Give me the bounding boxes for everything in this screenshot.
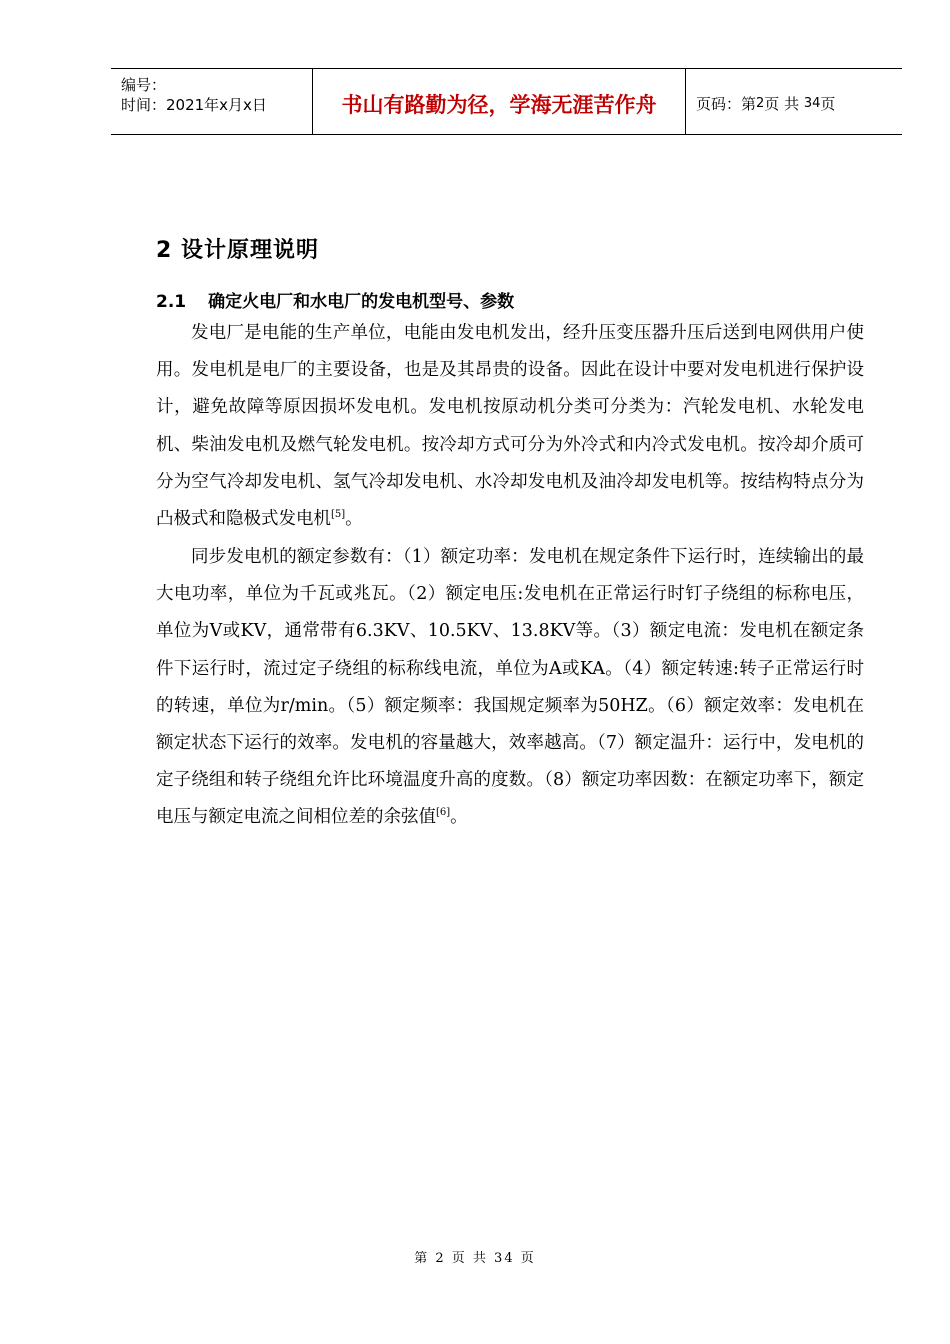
- subsection-number: 2.1: [156, 292, 187, 312]
- header-page-total: 34: [803, 96, 821, 111]
- paragraph-1-citation: [5]: [331, 509, 346, 521]
- subsection-title: 确定火电厂和水电厂的发电机型号、参数: [208, 292, 515, 312]
- paragraph-1-text: 发电厂是电能的生产单位，电能由发电机发出，经升压变压器升压后送到电网供用户使用。发电机是电厂的主要设备，也是及其昂贵的设备。因此在设计中要对发电机进行保护设计，避免故障等原因损坏发电机。发电机按原动机分类可分类为：汽轮发电机、水轮发电机、柴油发电机及燃气轮发电机。按冷却方式可分为外冷式和内冷式发电机。按冷却介质可分为空气冷却发电机、氢气冷却发电机、水冷却发电机及油冷却发电机等。按结构特点分为凸极式和隐极式发电机: [156, 323, 864, 530]
- header-page-label: 页码：第: [696, 95, 757, 113]
- header-page-mid: 页 共: [764, 95, 800, 113]
- header-page-suffix: 页: [820, 95, 836, 113]
- page-footer: 第 2 页 共 34 页: [414, 1251, 536, 1266]
- page-header: [111, 68, 902, 135]
- header-motto: 书山有路勤为径，学海无涯苦作舟: [341, 92, 657, 117]
- header-time-label: 时间：2021年x月x日: [121, 96, 267, 114]
- subsection-heading: [156, 287, 514, 312]
- paragraph-2-text: 同步发电机的额定参数有：（1）额定功率：发电机在规定条件下运行时，连续输出的最大电功率，单位为千瓦或兆瓦。（2）额定电压:发电机在正常运行时钉子绕组的标称电压，单位为V或KV，通常带有6.3KV、10.5KV、13.8KV等。（3）额定电流：发电机在额定条件下运行时，流过定子绕组的标称线电流，单位为A或KA。（4）额定转速:转子正常运行时的转速，单位为r/min。（5）额定频率：我国规定频率为50HZ。（6）额定效率：发电机在额定状态下运行的效率。发电机的容量越大，效率越高。（7）额定温升：运行中，发电机的定子绕组和转子绕组允许比环境温度升高的度数。（8）额定功率因数：在额定功率下，额定电压与额定电流之间相位差的余弦值: [156, 547, 864, 828]
- paragraph-1: [156, 315, 864, 538]
- header-meta-cell: [111, 69, 313, 134]
- header-number-label: 编号：: [121, 76, 167, 94]
- paragraph-2-citation: [6]: [436, 807, 451, 819]
- header-page-cell: [686, 69, 902, 134]
- section-title: 2 设计原理说明: [156, 238, 319, 263]
- header-page-current: 2: [756, 96, 765, 111]
- paragraph-1-end: 。: [345, 509, 363, 530]
- header-motto-cell: [313, 69, 686, 134]
- paragraph-2: [156, 539, 864, 837]
- paragraph-2-end: 。: [450, 807, 468, 828]
